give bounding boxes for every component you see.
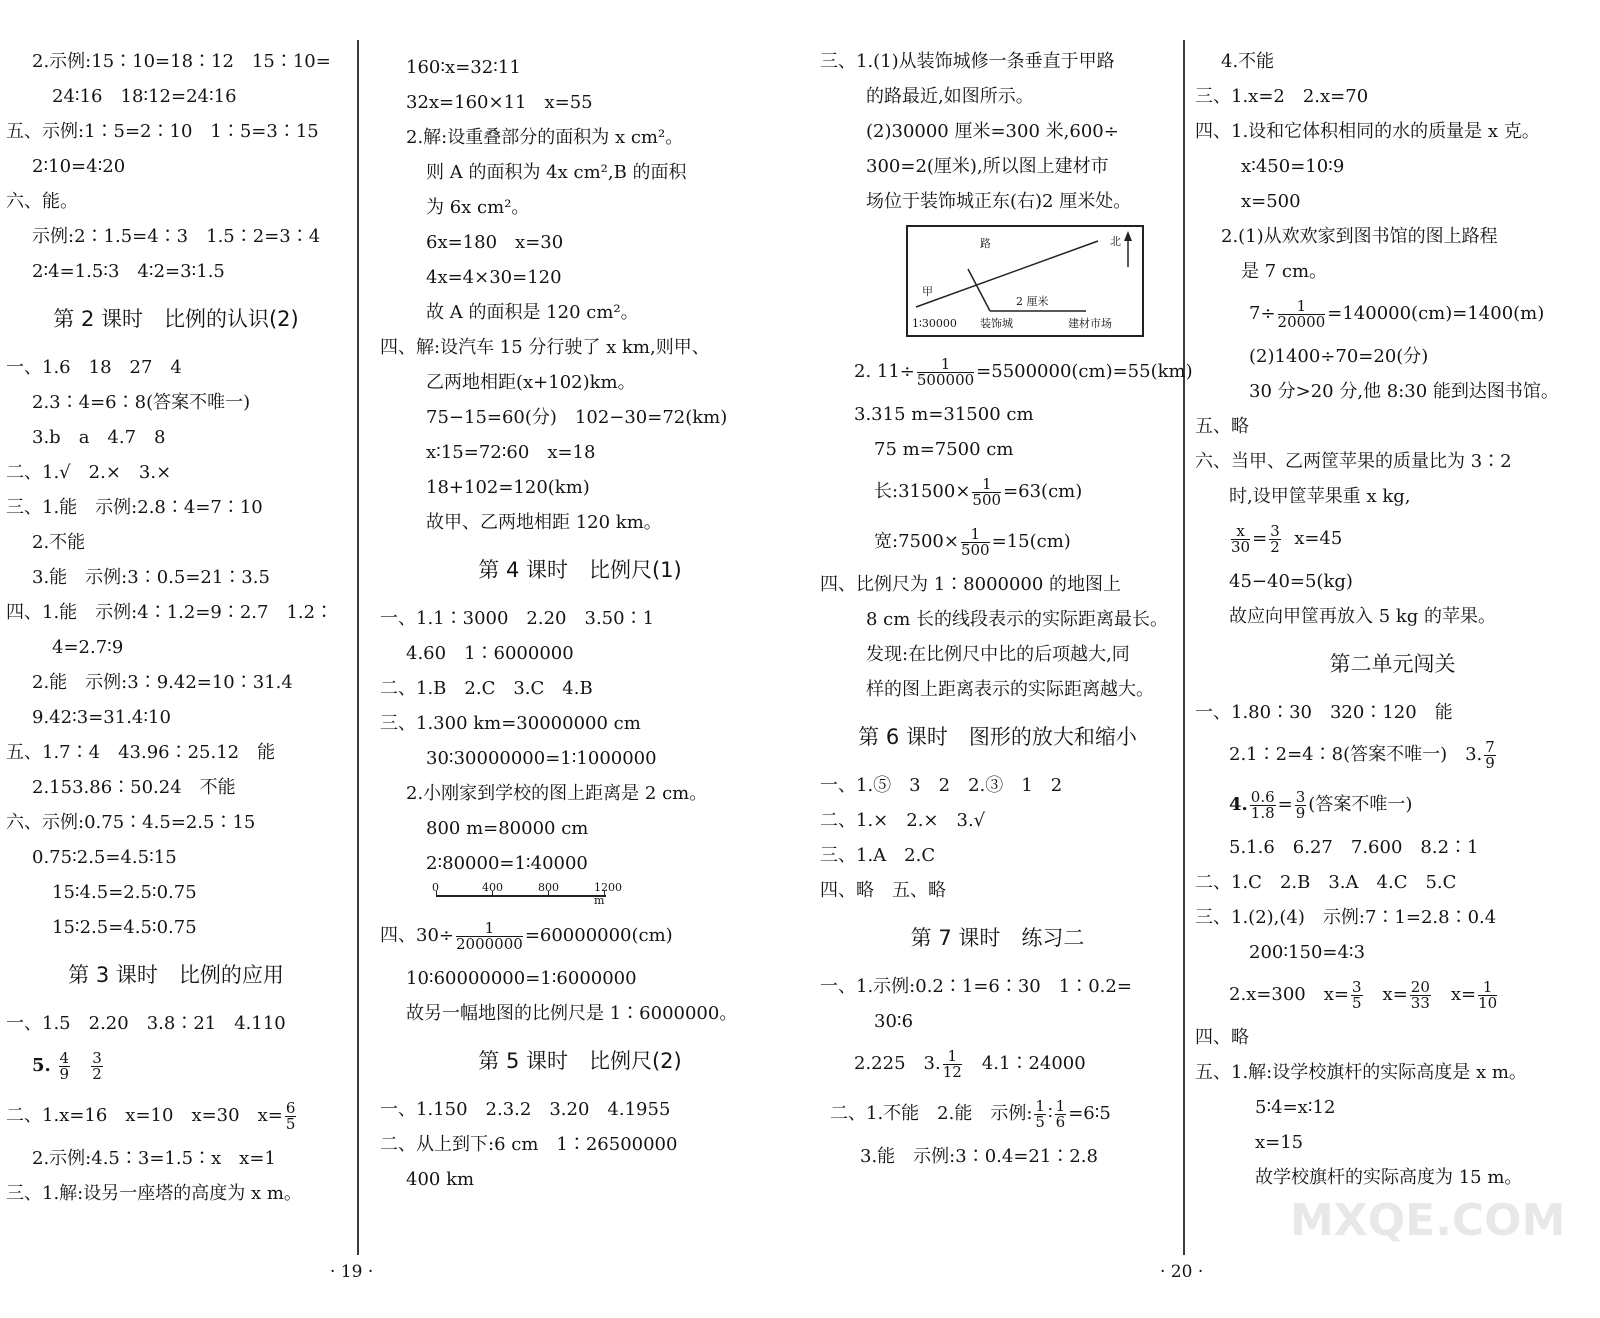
answer-line: 是 7 cm。 [1241, 261, 1328, 282]
answer-line: 三、1.(1)从装饰城修一条垂直于甲路 [820, 51, 1115, 72]
fraction: $\frac{20}{33}$ [1410, 977, 1430, 1012]
answer-line: 3.b a 4.7 8 [32, 427, 166, 448]
answer-line: 场位于装饰城正东(右)2 厘米处。 [866, 191, 1132, 212]
answer-line: 2. 11÷ $\frac{1}{500000}$ =5500000(cm)=55(km) [854, 354, 1193, 389]
map-diagram: 路 北 甲 2 厘米 1∶30000 装饰城 建材市场 [906, 225, 1144, 337]
answer-line: 故学校旗杆的实际高度为 15 m。 [1255, 1167, 1523, 1188]
answer-line: 10∶60000000=1∶6000000 [406, 968, 637, 989]
answer-line: 五、1.7∶4 43.96∶25.12 能 [6, 742, 276, 763]
answer-line: 一、1.150 2.3.2 3.20 4.1955 [380, 1099, 671, 1120]
answer-line: 3.能 示例:3∶0.5=21∶3.5 [32, 567, 270, 588]
answer-line: x∶15=72∶60 x=18 [426, 442, 596, 463]
answer-line: 2∶4=1.5∶3 4∶2=3∶1.5 [32, 261, 225, 282]
fraction: $\frac{3}{5}$ [1352, 977, 1362, 1012]
answer-line: 300=2(厘米),所以图上建材市 [866, 156, 1109, 177]
scale-bar: 0 400 800 1200 m [432, 881, 622, 907]
answer-line: 一、1.1∶3000 2.20 3.50∶1 [380, 608, 655, 629]
answer-line: 四、略 [1195, 1027, 1249, 1048]
answer-line: 一、1.示例:0.2∶1=6∶30 1∶0.2= [820, 976, 1132, 997]
answer-line: 故甲、乙两地相距 120 km。 [426, 512, 662, 533]
answer-line: 15∶2.5=4.5∶0.75 [52, 917, 197, 938]
answer-line: 一、1.5 2.20 3.8∶21 4.110 [6, 1013, 286, 1034]
fraction: $\frac{0.6}{1.8}$ [1250, 787, 1275, 822]
answer-line: 三、1.x=2 2.x=70 [1195, 86, 1369, 107]
answer-line: 示例:2∶1.5=4∶3 1.5∶2=3∶4 [32, 226, 321, 247]
answer-line: 则 A 的面积为 4x cm²,B 的面积 [426, 162, 687, 183]
fraction: $\frac{4}{9}$ [59, 1048, 70, 1083]
section-heading: 第 5 课时 比例尺(2) [478, 1049, 682, 1073]
fraction: $\frac{1}{10}$ [1478, 977, 1498, 1012]
answer-line: 4.不能 [1221, 51, 1275, 72]
answer-line: 六、当甲、乙两筐苹果的质量比为 3∶2 [1195, 451, 1512, 472]
answer-line: 2.225 3. $\frac{1}{12}$ 4.1∶24000 [854, 1046, 1086, 1081]
fraction: $\frac{1}{6}$ [1055, 1096, 1066, 1131]
answer-line: 三、1.A 2.C [820, 845, 936, 866]
answer-line: 30∶6 [874, 1011, 914, 1032]
answer-line: 二、1.√ 2.× 3.× [6, 462, 172, 483]
answer-line: 二、1.B 2.C 3.C 4.B [380, 678, 593, 699]
answer-line: 的路最近,如图所示。 [866, 86, 1034, 107]
answer-line: 4=2.7∶9 [52, 637, 124, 658]
answer-line: 三、1.能 示例:2.8∶4=7∶10 [6, 497, 263, 518]
answer-line: 二、1.不能 2.能 示例: $\frac{1}{5}$ ∶ $\frac{1}{6}$ =6∶5 [830, 1096, 1111, 1131]
section-heading: 第 3 课时 比例的应用 [68, 963, 284, 987]
section-heading: 第 6 课时 图形的放大和缩小 [858, 725, 1137, 749]
answer-line: 乙两地相距(x+102)km。 [426, 372, 636, 393]
fraction: $\frac{x}{30}$ [1231, 521, 1251, 556]
answer-line: 四、略 五、略 [820, 880, 946, 901]
answer-line: 四、解:设汽车 15 分行驶了 x km,则甲、 [380, 337, 710, 358]
watermark-logo: MXQE.COM [1290, 1195, 1566, 1246]
answer-line: 8 cm 长的线段表示的实际距离最长。 [866, 609, 1169, 630]
answer-line: 2.3∶4=6∶8(答案不唯一) [32, 392, 251, 413]
answer-line: 一、1.6 18 27 4 [6, 357, 182, 378]
answer-line: 二、从上到下:6 cm 1∶26500000 [380, 1134, 678, 1155]
answer-line: 5. $\frac{4}{9}$ $\frac{3}{2}$ [32, 1048, 102, 1083]
fraction: $\frac{1}{5}$ [1035, 1096, 1045, 1131]
fraction: $\frac{3}{2}$ [92, 1048, 102, 1083]
answer-line: 样的图上距离表示的实际距离越大。 [866, 679, 1154, 700]
answer-line: 时,设甲筐苹果重 x kg, [1229, 486, 1411, 507]
answer-line: 2.示例:4.5∶3=1.5∶x x=1 [32, 1148, 276, 1169]
fraction: $\frac{1}{2000000}$ [456, 918, 523, 953]
answer-line: 18+102=120(km) [426, 477, 590, 498]
answer-line: 30∶30000000=1∶1000000 [426, 748, 657, 769]
column-4 [1195, 44, 1590, 1195]
answer-line: 2∶80000=1∶40000 [426, 853, 588, 874]
fraction: $\frac{1}{500}$ [960, 524, 990, 559]
answer-line: 二、1.× 2.× 3.√ [820, 810, 986, 831]
answer-line: 2.解:设重叠部分的面积为 x cm²。 [406, 127, 684, 148]
answer-line: 32x=160×11 x=55 [406, 92, 593, 113]
answer-line: 宽:7500× $\frac{1}{500}$ =15(cm) [874, 524, 1071, 559]
answer-line: x=500 [1241, 191, 1301, 212]
answer-line: 5.1.6 6.27 7.600 8.2∶1 [1229, 837, 1479, 858]
answer-line: 45−40=5(kg) [1229, 571, 1353, 592]
answer-line: 五、示例:1∶5=2∶10 1∶5=3∶15 [6, 121, 319, 142]
answer-line: 六、示例:0.75∶4.5=2.5∶15 [6, 812, 256, 833]
answer-line: 2.小刚家到学校的图上距离是 2 cm。 [406, 783, 708, 804]
answer-line: 2.能 示例:3∶9.42=10∶31.4 [32, 672, 293, 693]
answer-line: 为 6x cm²。 [426, 197, 530, 218]
answer-line: 30 分>20 分,他 8:30 能到达图书馆。 [1249, 381, 1559, 402]
answer-line: 800 m=80000 cm [426, 818, 589, 839]
answer-line: 24∶16 18∶12=24∶16 [52, 86, 237, 107]
answer-line: (2)30000 厘米=300 米,600÷ [866, 121, 1119, 142]
answer-line: 75 m=7500 cm [874, 439, 1014, 460]
answer-line: 2∶10=4∶20 [32, 156, 126, 177]
answer-line: 4.60 1∶6000000 [406, 643, 574, 664]
answer-line: 7÷ $\frac{1}{20000}$ =140000(cm)=1400(m) [1249, 296, 1545, 331]
answer-line: 200∶150=4∶3 [1249, 942, 1366, 963]
column-divider [357, 40, 359, 1255]
answer-line: 2.(1)从欢欢家到图书馆的图上路程 [1221, 226, 1498, 247]
answer-line: 75−15=60(分) 102−30=72(km) [426, 407, 728, 428]
answer-line: 5∶4=x∶12 [1255, 1097, 1336, 1118]
answer-line: 三、1.300 km=30000000 cm [380, 713, 641, 734]
answer-line: 一、1.80∶30 320∶120 能 [1195, 702, 1453, 723]
answer-line: 二、1.x=16 x=10 x=30 x= $\frac{6}{5}$ [6, 1098, 296, 1133]
column-divider [1183, 40, 1185, 1255]
page-number-right: · 20 · [1160, 1262, 1204, 1282]
fraction: $\frac{1}{500}$ [972, 474, 1002, 509]
section-heading: 第 2 课时 比例的认识(2) [53, 307, 299, 331]
answer-line: 四、30÷ $\frac{1}{2000000}$ =60000000(cm) [380, 918, 673, 953]
answer-line: 三、1.(2),(4) 示例:7∶1=2.8∶0.4 [1195, 907, 1497, 928]
fraction: $\frac{7}{9}$ [1485, 737, 1495, 772]
answer-line: 2.x=300 x= $\frac{3}{5}$ x= $\frac{20}{33}$ x= $\frac{1}{10}$ [1229, 977, 1498, 1012]
section-heading: 第二单元闯关 [1329, 652, 1456, 676]
answer-line: 四、1.能 示例:4∶1.2=9∶2.7 1.2∶ [6, 602, 334, 623]
answer-line: 4. $\frac{0.6}{1.8}$ = $\frac{3}{9}$ (答案不唯一) [1229, 787, 1413, 822]
answer-line: 故另一幅地图的比例尺是 1∶6000000。 [406, 1003, 738, 1024]
answer-line: 五、略 [1195, 416, 1249, 437]
answer-line: 四、比例尺为 1∶8000000 的地图上 [820, 574, 1122, 595]
answer-line: 长:31500× $\frac{1}{500}$ =63(cm) [874, 474, 1083, 509]
answer-line: x∶450=10∶9 [1241, 156, 1345, 177]
answer-line: 2.不能 [32, 532, 86, 553]
answer-line: 6x=180 x=30 [426, 232, 564, 253]
fraction: $\frac{1}{500000}$ [916, 354, 975, 389]
answer-line: 4x=4×30=120 [426, 267, 562, 288]
column-3 [820, 44, 1193, 1174]
answer-line: 9.42∶3=31.4∶10 [32, 707, 171, 728]
fraction: $\frac{3}{9}$ [1295, 787, 1306, 822]
answer-line: 2.示例:15∶10=18∶12 15∶10= [32, 51, 331, 72]
answer-line: 3.315 m=31500 cm [854, 404, 1034, 425]
page-number-left: · 19 · [330, 1262, 374, 1282]
fraction: $\frac{3}{2}$ [1270, 521, 1280, 556]
answer-line: 三、1.解:设另一座塔的高度为 x m。 [6, 1183, 302, 1204]
answer-line: 故应向甲筐再放入 5 kg 的苹果。 [1229, 606, 1497, 627]
answer-line: 15∶4.5=2.5∶0.75 [52, 882, 197, 903]
section-heading: 第 7 课时 练习二 [910, 926, 1085, 950]
column-1 [6, 44, 346, 1211]
answer-line: 400 km [406, 1169, 475, 1190]
answer-line: 四、1.设和它体积相同的水的质量是 x 克。 [1195, 121, 1540, 142]
section-heading: 第 4 课时 比例尺(1) [478, 558, 682, 582]
answer-line: 故 A 的面积是 120 cm²。 [426, 302, 639, 323]
answer-line: 一、1.⑤ 3 2 2.③ 1 2 [820, 775, 1063, 796]
answer-line: 2.153.86∶50.24 不能 [32, 777, 236, 798]
answer-line: $\frac{x}{30}$ = $\frac{3}{2}$ x=45 [1231, 521, 1343, 556]
column-2 [380, 50, 780, 1197]
fraction: $\frac{1}{20000}$ [1277, 296, 1326, 331]
answer-line: x=15 [1255, 1132, 1304, 1153]
answer-line: 发现:在比例尺中比的后项越大,同 [866, 644, 1130, 665]
answer-line: 160∶x=32∶11 [406, 57, 521, 78]
fraction: $\frac{6}{5}$ [285, 1098, 296, 1133]
answer-line: 二、1.C 2.B 3.A 4.C 5.C [1195, 872, 1457, 893]
fraction: $\frac{1}{12}$ [942, 1046, 962, 1081]
answer-line: 3.能 示例:3∶0.4=21∶2.8 [860, 1146, 1098, 1167]
answer-line: 2.1∶2=4∶8(答案不唯一) 3. $\frac{7}{9}$ [1229, 737, 1495, 772]
answer-line: 六、能。 [6, 191, 78, 212]
answer-line: 五、1.解:设学校旗杆的实际高度是 x m。 [1195, 1062, 1527, 1083]
answer-line: (2)1400÷70=20(分) [1249, 346, 1429, 367]
answer-line: 0.75∶2.5=4.5∶15 [32, 847, 177, 868]
